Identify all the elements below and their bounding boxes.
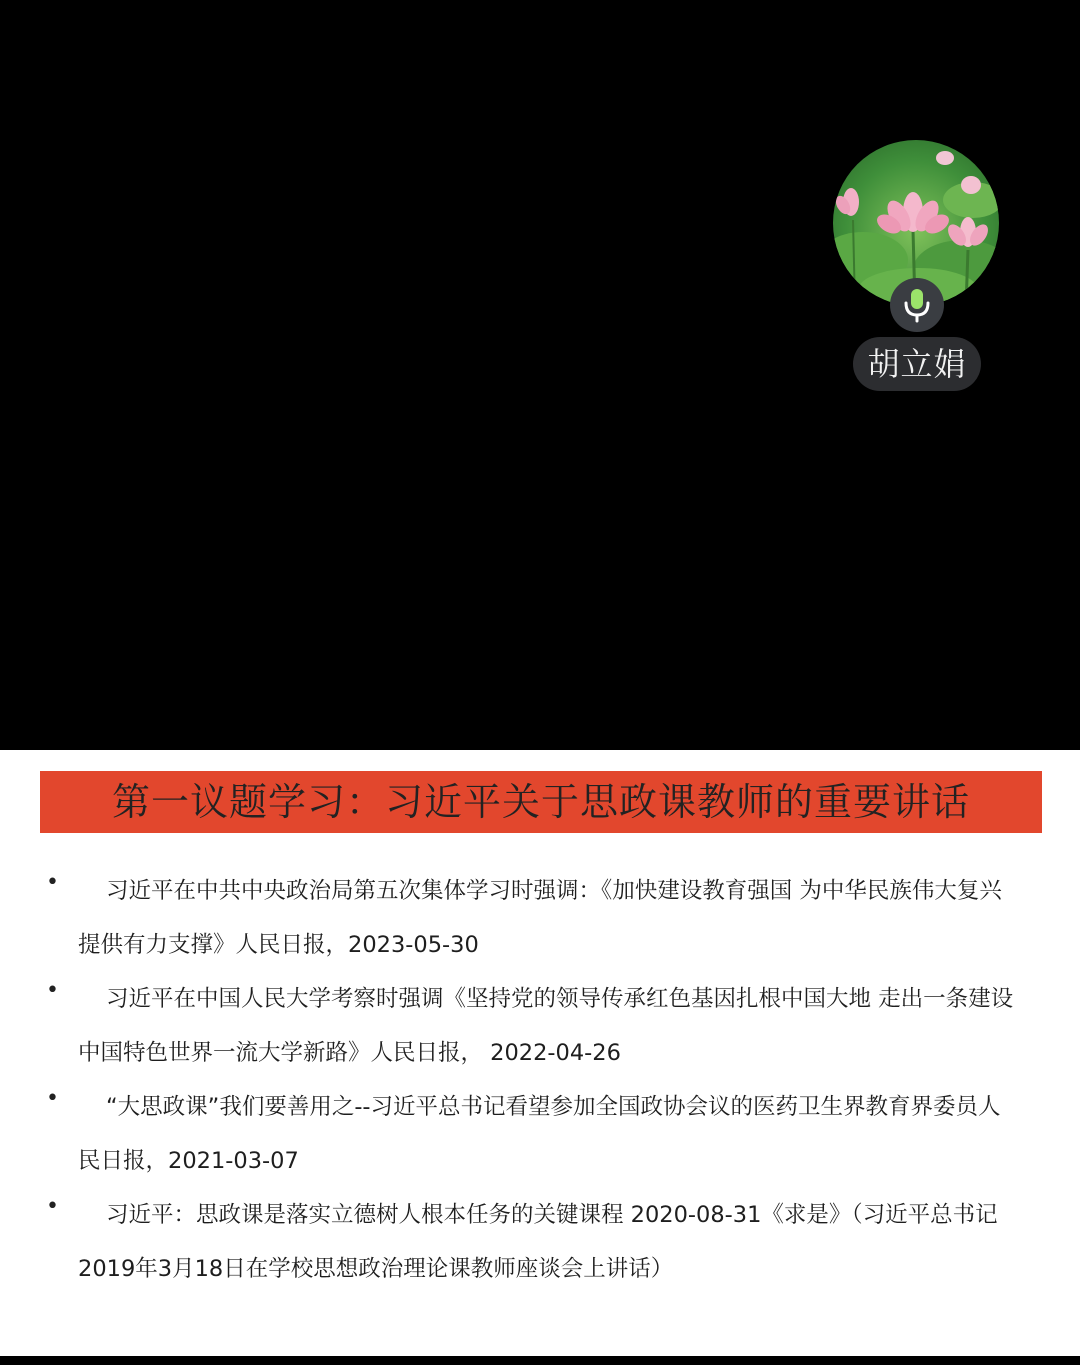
list-item <box>0 1076 1080 1184</box>
bottom-bar <box>0 1356 1080 1365</box>
bullet-point: • <box>46 1086 59 1111</box>
bullet-point: • <box>46 870 59 895</box>
list-item <box>0 968 1080 1076</box>
bullet-point: • <box>46 1194 59 1219</box>
bullet-point: • <box>46 978 59 1003</box>
reference-list <box>0 860 1080 1292</box>
mic-status-badge <box>890 278 944 332</box>
reference-text: 习近平：思政课是落实立德树人根本任务的关键课程 2020-08-31《求是》（习近平总书记2019年3月18日在学校思想政治理论课教师座谈会上讲话） <box>78 1202 998 1282</box>
reference-text: “大思政课”我们要善用之--习近平总书记看望参加全国政协会议的医药卫生界教育界委员人民日报，2021-03-07 <box>78 1094 1001 1174</box>
slide-title: 第一议题学习：习近平关于思政课教师的重要讲话 <box>40 771 1042 833</box>
reference-text: 习近平在中国人民大学考察时强调《坚持党的领导传承红色基因扎根中国大地 走出一条建设中国特色世界一流大学新路》人民日报， 2022-04-26 <box>78 986 1014 1066</box>
reference-text: 习近平在中共中央政治局第五次集体学习时强调：《加快建设教育强国 为中华民族伟大复兴提供有力支撑》人民日报，2023-05-30 <box>78 878 1002 958</box>
list-item <box>0 860 1080 968</box>
participant-tile[interactable] <box>830 138 1002 398</box>
microphone-icon <box>902 287 932 323</box>
participant-name: 胡立娟 <box>853 337 981 391</box>
shared-slide <box>0 750 1080 1356</box>
list-item <box>0 1184 1080 1292</box>
